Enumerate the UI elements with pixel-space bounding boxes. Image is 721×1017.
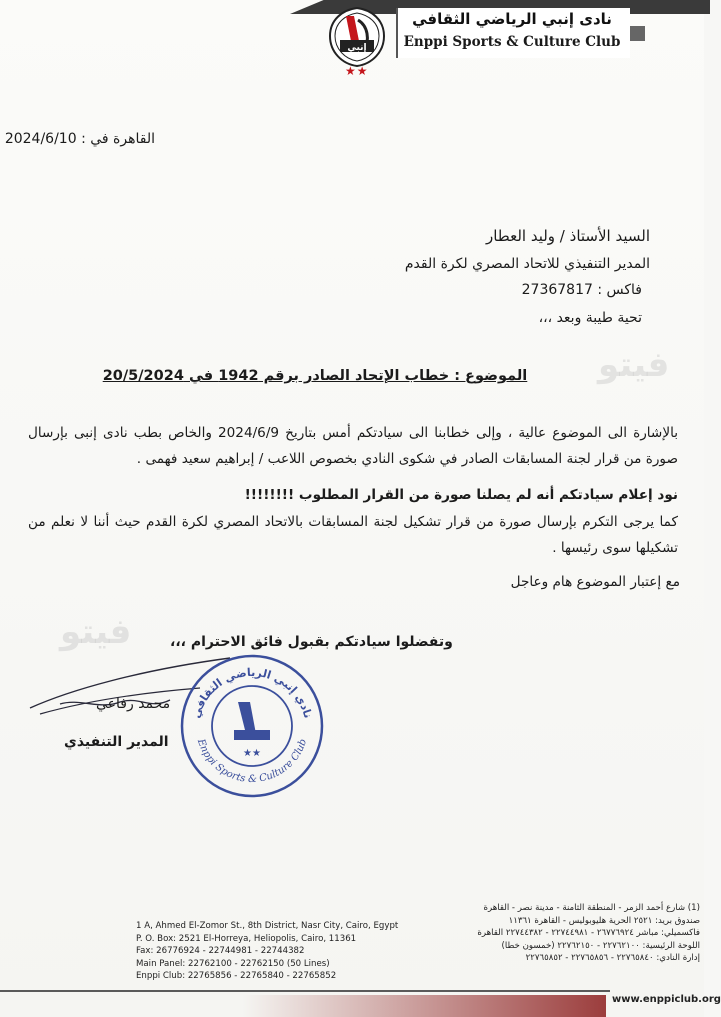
website-link[interactable]: www.enppiclub.org — [612, 994, 721, 1005]
body-paragraph-1: بالإشارة الى الموضوع عالية ، وإلى خطابنا الى سيادتكم أمس بتاريخ 2024/6/9 والخاص بطب نادى إنبى بإرسال صورة من قرار لجنة المسابقات الصادر في شكوى النادي بخصوص اللاعب / إبراهيم سعيد فهمى . — [28, 425, 678, 467]
footer-en-line: Fax: 26776924 - 22744981 - 22744382 — [136, 946, 305, 957]
stamp-arabic-text: نادي إنبي الرياضي الثقافي — [189, 665, 315, 720]
letter-date: القاهرة في : 2024/6/10 — [4, 131, 155, 147]
header-square-mark — [630, 26, 645, 41]
logo-stars: ★★ — [345, 64, 369, 78]
stamp-english-text: Enppi Sports & Culture Club — [194, 737, 310, 786]
footer-english-address — [136, 920, 399, 983]
club-name-english: Enppi Sports & Culture Club — [403, 34, 621, 50]
signer-name: محمد رفاعي — [96, 696, 171, 712]
footer-ar-line: (1) شارع أحمد الزمر - المنطقة الثامنة - مدينة نصر - القاهرة — [483, 903, 700, 913]
greeting: تحية طيبة وبعد ،،، — [538, 310, 642, 326]
letter-subject: الموضوع : خطاب الإتحاد الصادر برقم 1942 في 20/5/2024 — [102, 368, 528, 384]
stamp-stars: ★★ — [243, 748, 261, 759]
footer-en-line: Enppi Club: 22765856 - 22765840 - 22765852 — [136, 971, 337, 982]
watermark: فيتو — [60, 612, 132, 652]
closing-line: وتفضلوا سيادتكم بقبول فائق الاحترام ،،، — [170, 634, 453, 650]
footer-ar-line: إدارة النادي: ٢٢٧٦٥٨٤٠ - ٢٢٧٦٥٨٥٦ - ٢٢٧٦٥٨٥٢ — [525, 953, 700, 964]
body-paragraph-2: نود إعلام سيادتكم أنه لم يصلنا صورة من القرار المطلوب !!!!!!!! — [244, 487, 678, 503]
footer-en-line: P. O. Box: 2521 El-Horreya, Heliopolis, Cairo, 11361 — [136, 933, 357, 944]
svg-text:نادي إنبي الرياضي الثقافي — [189, 666, 314, 720]
footer-en-line: 1 A, Ahmed El-Zomor St., 8th District, Nasr City, Cairo, Egypt — [136, 921, 399, 931]
logo-text: إنبي — [347, 43, 367, 53]
recipient-name: السيد الأستاذ / وليد العطار — [485, 227, 650, 245]
recipient-title: المدير التنفيذي للاتحاد المصري لكرة القدم — [404, 256, 650, 272]
club-name-arabic: نادى إنبي الرياضي الثقافي — [412, 10, 612, 28]
footer-en-line: Main Panel: 22762100 - 22762150 (50 Lines) — [136, 958, 330, 969]
footer-ar-line: اللوحة الرئيسية: ٢٢٧٦٢١٠٠ - ٢٢٧٦٢١٥٠ (خمسون خطا) — [501, 940, 700, 951]
club-logo — [324, 6, 390, 68]
body-paragraph-4: مع إعتبار الموضوع هام وعاجل — [510, 574, 680, 590]
footer-red-strip — [0, 995, 606, 1017]
svg-text:Enppi Sports & Culture Club — [195, 737, 310, 785]
footer-ar-line: صندوق بريد: ٢٥٢١ الحرية هليوبوليس - القاهرة ١١٣٦١ — [508, 915, 700, 926]
footer-ar-line: فاكسميلي: مباشر ٢٦٧٧٦٩٢٤ - ٢٢٧٤٤٩٨١ - ٢٢٧٤٤٣٨٢ القاهرة — [477, 928, 700, 939]
watermark: فيتو — [598, 345, 670, 385]
footer-divider — [0, 990, 610, 992]
official-stamp — [178, 652, 326, 800]
body-paragraph-3: كما يرجى التكرم بإرسال صورة من قرار تشكيل لجنة المسابقات بالاتحاد المصري لكرة القدم حيث أننا لا نعلم من تشكيلها سوى رئيسها . — [28, 514, 678, 556]
footer-arabic-address — [400, 902, 700, 965]
signer-title: المدير التنفيذي — [64, 734, 169, 750]
fax-number: فاكس : 27367817 — [521, 282, 642, 298]
